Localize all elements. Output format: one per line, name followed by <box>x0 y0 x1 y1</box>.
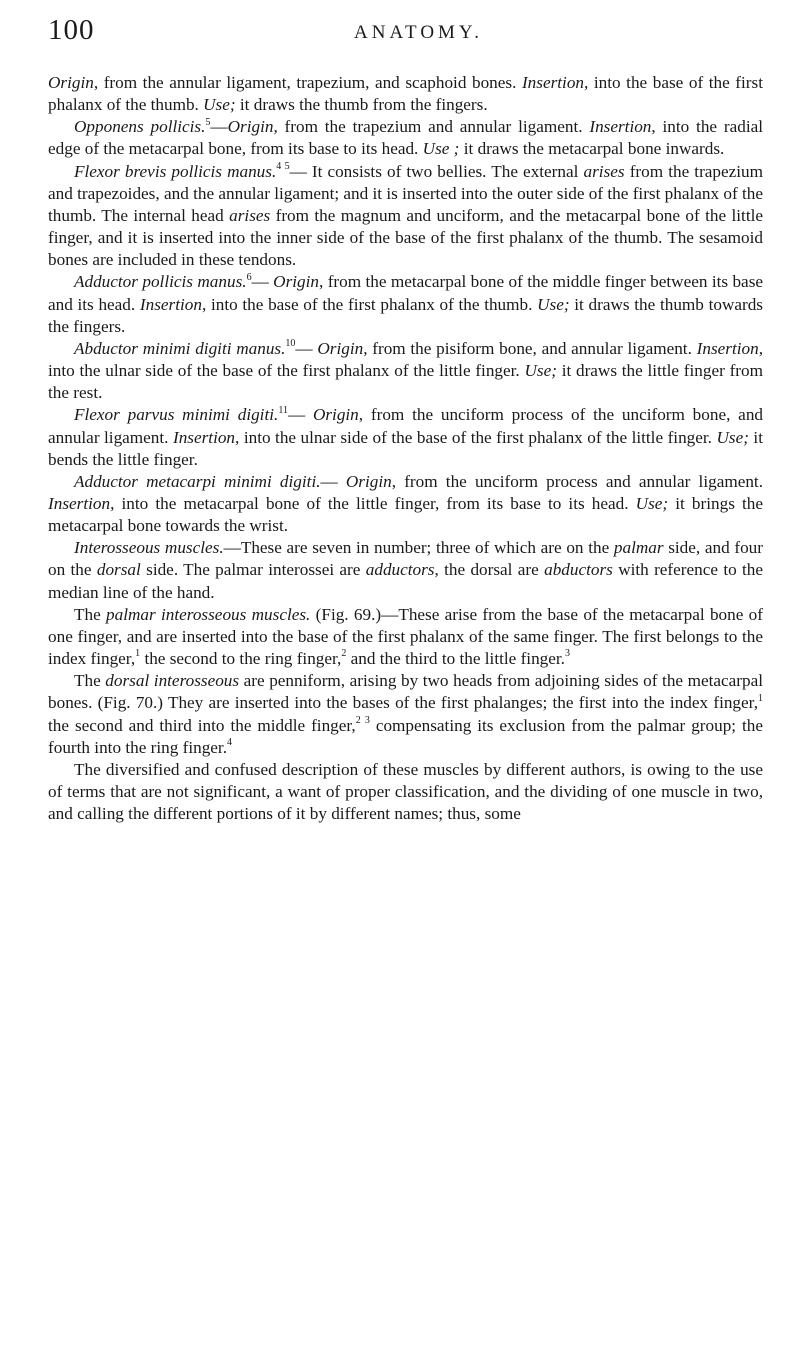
italic-term: Interosseous muscles. <box>74 538 224 558</box>
text-run: from the magnum and unciform, and the metacarpal bone of the little finger, and it is inserted into the inner side of the base of the first phalanx of the thumb. The sesamoid bones are included in these tendons. <box>48 205 763 270</box>
text-run: it draws the metacarpal bone inwards. <box>459 139 725 159</box>
footnote-marker: 10 <box>285 338 296 350</box>
running-head <box>48 12 763 72</box>
text-run: side. The palmar interossei are <box>140 560 366 580</box>
footnote-marker: 2 3 <box>355 714 370 726</box>
paragraph-opponens-pollicis <box>48 116 763 160</box>
paragraph-diversified-description <box>48 759 763 825</box>
italic-term: Use ; <box>422 139 460 159</box>
footnote-marker: 4 5 <box>276 160 290 172</box>
text-run: compensating its exclusion from the palmar group; the fourth into the ring finger. <box>48 715 764 757</box>
italic-term: dorsal interosseous <box>105 671 240 691</box>
italic-term: Insertion <box>696 338 759 358</box>
italic-term: palmar <box>613 538 664 558</box>
text-run: , from the unciform process of the unciform bone, and annular ligament. <box>48 405 764 447</box>
running-title: ANATOMY. <box>354 22 483 43</box>
italic-term: Insertion <box>139 294 202 314</box>
text-run: and the third to the little finger. <box>346 649 565 669</box>
text-run: from the trapezium and trapezoides, and the annular ligament; and it is inserted into the outer side of the first phalanx of the thumb. The internal head <box>48 161 764 225</box>
paragraph-interosseous-muscles <box>48 537 763 603</box>
italic-term: Origin <box>312 405 359 425</box>
paragraph-origin-insertion <box>48 72 763 116</box>
text-run: the second to the ring finger, <box>140 649 342 669</box>
italic-term: Insertion <box>521 73 585 92</box>
footnote-marker: 1 <box>135 648 141 660</box>
body-text <box>48 72 763 825</box>
italic-term: Abductor minimi digiti manus. <box>74 338 286 358</box>
text-run: , into the ulnar side of the base of the first phalanx of the little finger. <box>48 338 763 381</box>
paragraph-adductor-pollicis <box>48 271 763 337</box>
italic-term: Origin <box>273 272 319 292</box>
text-run: The diversified and confused description of these muscles by different authors, is owing to the use of terms that are not significant, a want of proper classification, and the dividing of one muscle in two, and calling the different portions of it by different names; thus, some <box>48 759 763 824</box>
text-run: — <box>287 405 313 425</box>
footnote-marker: 11 <box>278 404 288 416</box>
text-run: it draws the little finger from the rest. <box>48 361 763 403</box>
italic-term: Use; <box>524 361 557 381</box>
footnote-marker: 5 <box>205 116 211 128</box>
italic-term: Insertion <box>48 493 111 513</box>
italic-term: Use; <box>716 427 749 447</box>
italic-term: Adductor pollicis manus. <box>74 272 247 292</box>
text-run: side, and four on the <box>48 538 763 580</box>
paragraph-palmar-interosseous <box>48 604 763 670</box>
paragraph-adductor-metacarpi <box>48 471 763 537</box>
text-run: , into the base of the first phalanx of the thumb. <box>201 294 538 314</box>
text-run: , into the ulnar side of the base of the first phalanx of the little finger. <box>235 427 717 447</box>
italic-term: Adductor metacarpi minimi digiti. <box>74 471 321 491</box>
text-run: , from the metacarpal bone of the middle finger between its base and its head. <box>48 272 764 314</box>
footnote-marker: 2 <box>341 648 347 660</box>
italic-term: dorsal <box>96 560 141 580</box>
paragraph-flexor-brevis-pollicis <box>48 161 763 272</box>
footnote-marker: 1 <box>758 692 763 704</box>
paragraph-flexor-parvus-minimi-digiti <box>48 404 763 470</box>
italic-term: Origin <box>317 338 364 358</box>
text-run: the second and third into the middle finger, <box>48 715 356 735</box>
text-run: with reference to the median line of the hand. <box>48 560 764 602</box>
italic-term: abductors <box>544 560 613 580</box>
text-run: are penniform, arising by two heads from adjoining sides of the metacarpal bones. (Fig. 70.) They are inserted into the bases of the first phalanges; the first into the index finger, <box>48 671 763 713</box>
italic-term: adductors <box>365 560 435 580</box>
text-run: , the dorsal are <box>434 560 545 580</box>
text-run: it draws the thumb towards the fingers. <box>48 294 763 336</box>
italic-term: Flexor parvus minimi digiti. <box>74 405 279 425</box>
text-run: , into the metacarpal bone of the little finger, from its base to its head. <box>110 493 636 513</box>
text-run: — It consists of two bellies. The external <box>289 161 584 181</box>
text-run: —These are seven in number; three of which are on the <box>223 538 614 558</box>
italic-term: arises <box>583 161 625 181</box>
italic-term: Origin <box>48 73 94 92</box>
text-run: , into the base of the first phalanx of the thumb. <box>48 73 763 115</box>
text-run: — <box>210 117 228 137</box>
footnote-marker: 3 <box>564 648 570 660</box>
italic-term: Insertion <box>589 117 652 137</box>
text-run: , from the annular ligament, trapezium, and scaphoid bones. <box>93 73 522 92</box>
italic-term: Use; <box>635 493 669 513</box>
text-run: — <box>295 338 318 358</box>
italic-term: arises <box>229 205 271 225</box>
text-run: The <box>74 604 107 624</box>
text-run: , from the unciform process and annular ligament. <box>391 471 763 491</box>
text-run: , from the trapezium and annular ligament. <box>273 117 590 137</box>
italic-term: Use; <box>537 294 570 314</box>
italic-term: Flexor brevis pollicis manus. <box>74 161 277 181</box>
text-run: it draws the thumb from the fingers. <box>235 95 488 115</box>
italic-term: Opponens pollicis. <box>74 117 206 137</box>
text-run: it bends the little finger. <box>48 427 763 469</box>
text-run: , into the radial edge of the metacarpal bone, from its base to its head. <box>48 117 763 159</box>
italic-term: palmar interosseous muscles. <box>106 604 311 624</box>
text-run: The <box>74 671 106 691</box>
italic-term: Use; <box>203 95 236 115</box>
paragraph-dorsal-interosseous <box>48 670 763 759</box>
paragraph-abductor-minimi-digiti <box>48 338 763 404</box>
page-number: 100 <box>48 14 95 46</box>
text-run: it brings the metacarpal bone towards the wrist. <box>48 493 763 536</box>
footnote-marker: 6 <box>246 271 252 283</box>
italic-term: Insertion <box>172 427 236 447</box>
book-page <box>48 0 763 825</box>
text-run: — <box>320 471 346 491</box>
italic-term: Origin <box>345 471 392 491</box>
footnote-marker: 4 <box>227 736 232 748</box>
italic-term: Origin <box>227 117 274 137</box>
text-run: (Fig. 69.)—These arise from the base of the metacarpal bone of one finger, and are inserted into the base of the first phalanx of the same finger. The first belongs to the index finger, <box>48 604 763 669</box>
text-run: , from the pisiform bone, and annular ligament. <box>363 338 697 358</box>
text-run: — <box>251 272 274 292</box>
